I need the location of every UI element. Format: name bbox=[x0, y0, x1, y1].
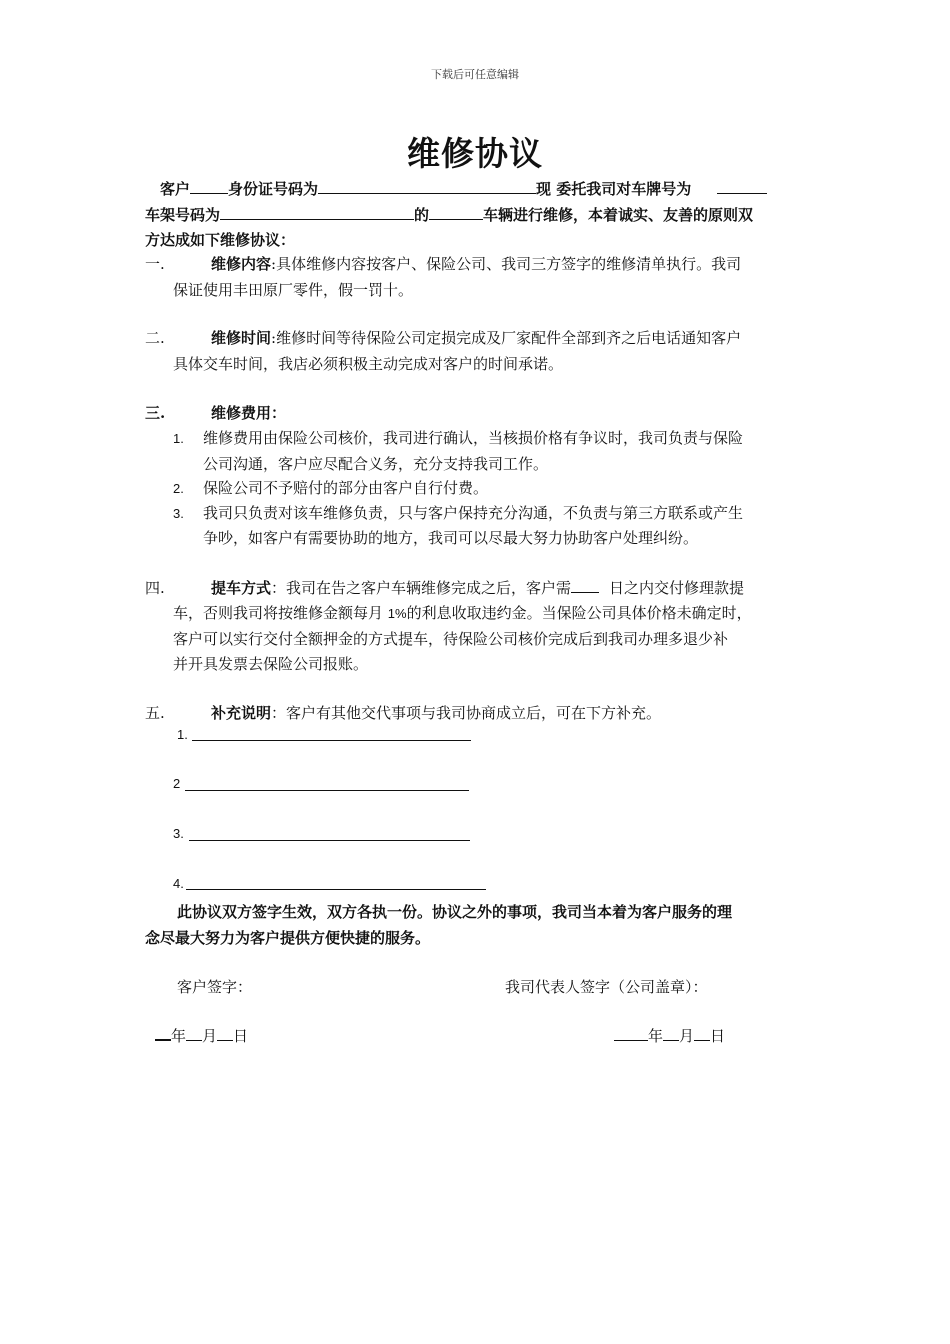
section-5-line-1 bbox=[145, 702, 661, 723]
section-5-number: 五. bbox=[145, 704, 165, 722]
supplement-1-line[interactable] bbox=[192, 740, 471, 741]
section-4-text-2b: 的利息收取违约金。当保险公司具体价格未确定时， bbox=[406, 604, 752, 622]
section-5-text: ：客户有其他交代事项与我司协商成立后，可在下方补充。 bbox=[271, 704, 662, 722]
closing-line-2: 念尽最大努力为客户提供方便快捷的服务。 bbox=[145, 929, 431, 947]
supplement-4-label: 4. bbox=[173, 876, 184, 891]
intro-customer-label: 客户 bbox=[160, 180, 191, 198]
supplement-4-line[interactable] bbox=[186, 889, 486, 890]
customer-signature-label: 客户签字： bbox=[177, 978, 253, 996]
item-3-number: 3. bbox=[173, 506, 184, 521]
intro-vin-label: 车架号码为 bbox=[145, 206, 221, 224]
customer-day-label: 日 bbox=[233, 1027, 249, 1045]
item-2-number: 2. bbox=[173, 481, 184, 496]
item-3-text-1: 我司只负责对该车维修负责，只与客户保持充分沟通，不负责与第三方联系或产生 bbox=[203, 504, 744, 522]
section-1-line-1 bbox=[145, 253, 741, 274]
supplement-1-label: 1. bbox=[177, 727, 188, 742]
customer-month-label: 月 bbox=[202, 1027, 218, 1045]
item-2-text-1: 保险公司不予赔付的部分由客户自行付费。 bbox=[203, 479, 489, 497]
section-2-number: 二. bbox=[145, 329, 165, 347]
customer-year-blank[interactable] bbox=[155, 1025, 171, 1041]
vin-blank[interactable] bbox=[220, 205, 414, 220]
plate-number-blank[interactable] bbox=[717, 179, 767, 194]
customer-month-blank[interactable] bbox=[186, 1026, 202, 1041]
section-1-number: 一. bbox=[145, 255, 165, 273]
header-note: 下载后可任意编辑 bbox=[431, 68, 519, 81]
intro-plate-label: 现 委托我司对车牌号为 bbox=[536, 180, 692, 198]
intro-id-label: 身份证号码为 bbox=[228, 180, 319, 198]
section-4-line-4: 并开具发票去保险公司报账。 bbox=[173, 655, 369, 673]
section-3-item-3-line-2: 争吵，如客户有需要协助的地方，我司可以尽最大努力协助客户处理纠纷。 bbox=[203, 529, 699, 547]
section-3-item-1 bbox=[173, 427, 743, 448]
section-2-heading: 维修时间 bbox=[211, 329, 272, 347]
section-4-heading: 提车方式 bbox=[211, 579, 272, 597]
section-4-line-1 bbox=[145, 577, 744, 598]
company-year-label: 年 bbox=[648, 1027, 664, 1045]
section-2-line-2: 具体交车时间，我店必须积极主动完成对客户的时间承诺。 bbox=[173, 355, 564, 373]
company-day-label: 日 bbox=[710, 1027, 726, 1045]
section-5-heading: 补充说明 bbox=[211, 704, 272, 722]
supplement-2-line[interactable] bbox=[185, 790, 469, 791]
section-3-line-1 bbox=[145, 402, 286, 423]
customer-date bbox=[155, 1025, 248, 1046]
company-date bbox=[614, 1025, 725, 1046]
section-1-line-2: 保证使用丰田原厂零件，假一罚十。 bbox=[173, 281, 414, 299]
id-number-blank[interactable] bbox=[318, 179, 536, 194]
supplement-2-label: 2 bbox=[173, 776, 181, 791]
closing-line-1: 此协议双方签字生效，双方各执一份。协议之外的事项，我司当本着为客户服务的理 bbox=[177, 903, 733, 921]
payment-days-blank[interactable] bbox=[571, 578, 599, 593]
customer-day-blank[interactable] bbox=[217, 1026, 233, 1041]
company-signature-label: 我司代表人签字（公司盖章）： bbox=[505, 978, 708, 996]
section-4-line-3: 客户可以实行交付全额押金的方式提车，待保险公司核价完成后到我司办理多退少补 bbox=[173, 630, 729, 648]
customer-year-label: 年 bbox=[171, 1027, 187, 1045]
company-month-label: 月 bbox=[679, 1027, 695, 1045]
intro-of-label: 的 bbox=[414, 206, 430, 224]
section-1-heading: 维修内容 bbox=[211, 255, 272, 273]
company-day-blank[interactable] bbox=[694, 1026, 710, 1041]
item-1-number: 1. bbox=[173, 431, 184, 446]
section-2-line-1 bbox=[145, 327, 741, 348]
supplement-3-label: 3. bbox=[173, 826, 184, 841]
section-4-text-2a: 车，否则我司将按维修金额每月 bbox=[173, 604, 388, 622]
section-3-heading: 维修费用： bbox=[211, 404, 287, 422]
section-3-number: 三. bbox=[145, 404, 166, 422]
supplement-3-line[interactable] bbox=[189, 840, 470, 841]
section-3-item-1-line-2: 公司沟通，客户应尽配合义务，充分支持我司工作。 bbox=[203, 455, 549, 473]
section-4-number: 四. bbox=[145, 579, 165, 597]
intro-line-3: 方达成如下维修协议： bbox=[145, 231, 296, 249]
intro-repair-text: 车辆进行维修，本着诚实、友善的原则双 bbox=[483, 206, 754, 224]
section-3-item-3 bbox=[173, 502, 743, 523]
page-title: 维修协议 bbox=[407, 134, 543, 173]
interest-rate: 1% bbox=[387, 606, 407, 621]
company-month-blank[interactable] bbox=[663, 1026, 679, 1041]
section-2-text-1: :维修时间等待保险公司定损完成及厂家配件全部到齐之后电话通知客户 bbox=[271, 329, 742, 347]
section-4-text-1a: ：我司在告之客户车辆维修完成之后，客户需 bbox=[271, 579, 572, 597]
intro-line-2 bbox=[145, 204, 753, 225]
section-1-text-1: :具体维修内容按客户、保险公司、我司三方签字的维修清单执行。我司 bbox=[271, 255, 742, 273]
customer-name-blank[interactable] bbox=[190, 179, 228, 194]
item-1-text-1: 维修费用由保险公司核价，我司进行确认，当核损价格有争议时，我司负责与保险 bbox=[203, 429, 744, 447]
section-4-text-1b: 日之内交付修理款提 bbox=[609, 579, 745, 597]
section-4-line-2 bbox=[173, 602, 752, 623]
section-3-item-2 bbox=[173, 477, 488, 498]
intro-line-1 bbox=[160, 178, 767, 199]
vehicle-model-blank[interactable] bbox=[429, 205, 483, 220]
company-year-blank[interactable] bbox=[614, 1026, 648, 1041]
